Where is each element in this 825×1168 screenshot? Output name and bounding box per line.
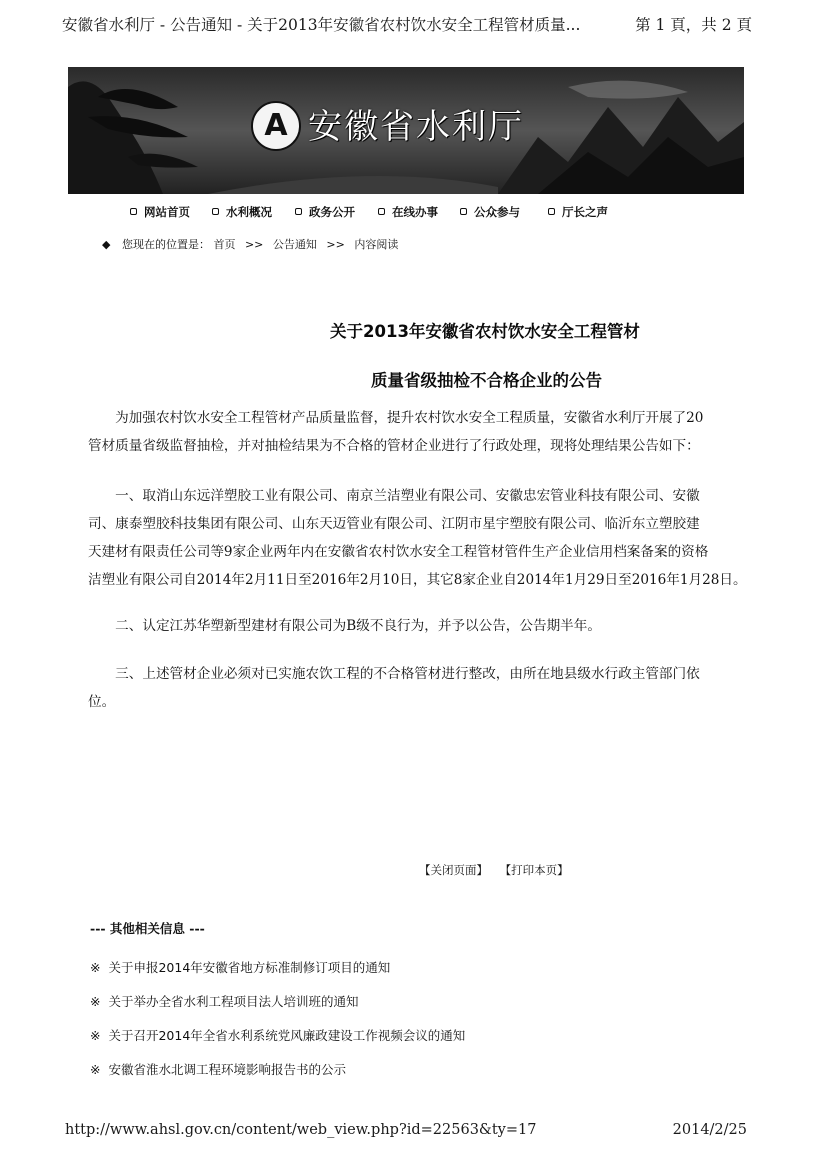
reference-mark-icon: ※	[90, 1028, 101, 1043]
related-item[interactable]: ※ 安徽省淮水北调工程环境影响报告书的公示	[90, 1062, 346, 1077]
related-item[interactable]: ※ 关于申报2014年安徽省地方标准制修订项目的通知	[90, 960, 391, 975]
article-title-line-2: 质量省级抽检不合格企业的公告	[371, 371, 602, 390]
paragraph-line: 天建材有限责任公司等9家企业两年内在安徽省农村饮水安全工程管材管件生产企业信用档案备案的资格	[88, 544, 709, 560]
breadcrumb-separator: >>	[244, 238, 264, 251]
print-date: 2014/2/25	[672, 1122, 747, 1138]
article-paragraph-2	[88, 482, 825, 594]
nav-item-online-services[interactable]: 在线办事	[378, 204, 438, 220]
bullet-icon	[460, 208, 467, 215]
breadcrumb-current: 内容阅读	[354, 238, 399, 251]
close-page-link[interactable]: 【关闭页面】	[419, 863, 488, 877]
article-paragraph-3	[88, 612, 825, 640]
bullet-icon	[212, 208, 219, 215]
paragraph-line: 位。	[88, 694, 116, 710]
breadcrumb	[102, 236, 398, 252]
site-logo[interactable]	[251, 101, 301, 151]
logo-letter: A	[264, 108, 288, 143]
print-page-link[interactable]: 【打印本页】	[499, 863, 569, 877]
nav-item-overview[interactable]: 水利概况	[212, 204, 272, 220]
print-header	[62, 8, 752, 34]
article-title-line-1: 关于2013年安徽省农村饮水安全工程管材	[330, 322, 640, 341]
article-paragraph-4	[88, 660, 825, 716]
reference-mark-icon: ※	[90, 994, 101, 1009]
print-page-title: 安徽省水利厅 - 公告通知 - 关于2013年安徽省农村饮水安全工程管材质量...	[62, 16, 581, 34]
related-list	[90, 958, 690, 1094]
bullet-icon	[130, 208, 137, 215]
site-name[interactable]: 安徽省水利厅	[308, 107, 524, 147]
nav-item-government-affairs[interactable]: 政务公开	[295, 204, 355, 220]
breadcrumb-prefix: 您现在的位置是：	[121, 238, 210, 251]
paragraph-line: 为加强农村饮水安全工程管材产品质量监督，提升农村饮水安全工程质量，安徽省水利厅开展了20	[88, 410, 704, 426]
paragraph-line: 管材质量省级监督抽检，并对抽检结果为不合格的管材企业进行了行政处理，现将处理结果公告如下：	[88, 438, 700, 454]
bullet-icon	[378, 208, 385, 215]
paragraph-line: 二、认定江苏华塑新型建材有限公司为B级不良行为，并予以公告，公告期半年。	[88, 618, 601, 634]
bullet-icon	[295, 208, 302, 215]
print-page-url: http://www.ahsl.gov.cn/content/web_view.php?id=22563&ty=17	[65, 1122, 537, 1138]
related-item[interactable]: ※ 关于召开2014年全省水利系统党风廉政建设工作视频会议的通知	[90, 1028, 466, 1043]
breadcrumb-separator: >>	[326, 238, 345, 251]
paragraph-line: 一、取消山东远洋塑胶工业有限公司、南京兰洁塑业有限公司、安徽忠宏管业科技有限公司、安徽	[88, 488, 700, 504]
site-banner	[68, 67, 744, 194]
page-actions	[419, 862, 577, 878]
print-page-number: 第 1 頁，共 2 頁	[635, 16, 752, 34]
diamond-icon: ◆	[102, 238, 111, 251]
breadcrumb-home[interactable]: 首页	[213, 238, 236, 251]
paragraph-line: 洁塑业有限公司自2014年2月11日至2016年2月10日，其它8家企业自2014年1月29日至2016年1月28日。	[88, 572, 747, 588]
paragraph-line: 司、康泰塑胶科技集团有限公司、山东天迈管业有限公司、江阴市星宇塑胶有限公司、临沂东立塑胶建	[88, 516, 700, 532]
reference-mark-icon: ※	[90, 960, 101, 975]
article-paragraph-1	[88, 404, 825, 460]
nav-item-director-voice[interactable]: 厅长之声	[548, 204, 608, 220]
nav-item-public-participation[interactable]: 公众参与	[460, 204, 520, 220]
reference-mark-icon: ※	[90, 1062, 101, 1077]
nav-item-home[interactable]: 网站首页	[130, 204, 190, 220]
related-item[interactable]: ※ 关于举办全省水利工程项目法人培训班的通知	[90, 994, 359, 1009]
related-heading: --- 其他相关信息 ---	[90, 921, 205, 936]
bullet-icon	[548, 208, 555, 215]
breadcrumb-notices[interactable]: 公告通知	[272, 238, 317, 251]
paragraph-line: 三、上述管材企业必须对已实施农饮工程的不合格管材进行整改，由所在地县级水行政主管部门依	[88, 666, 700, 682]
